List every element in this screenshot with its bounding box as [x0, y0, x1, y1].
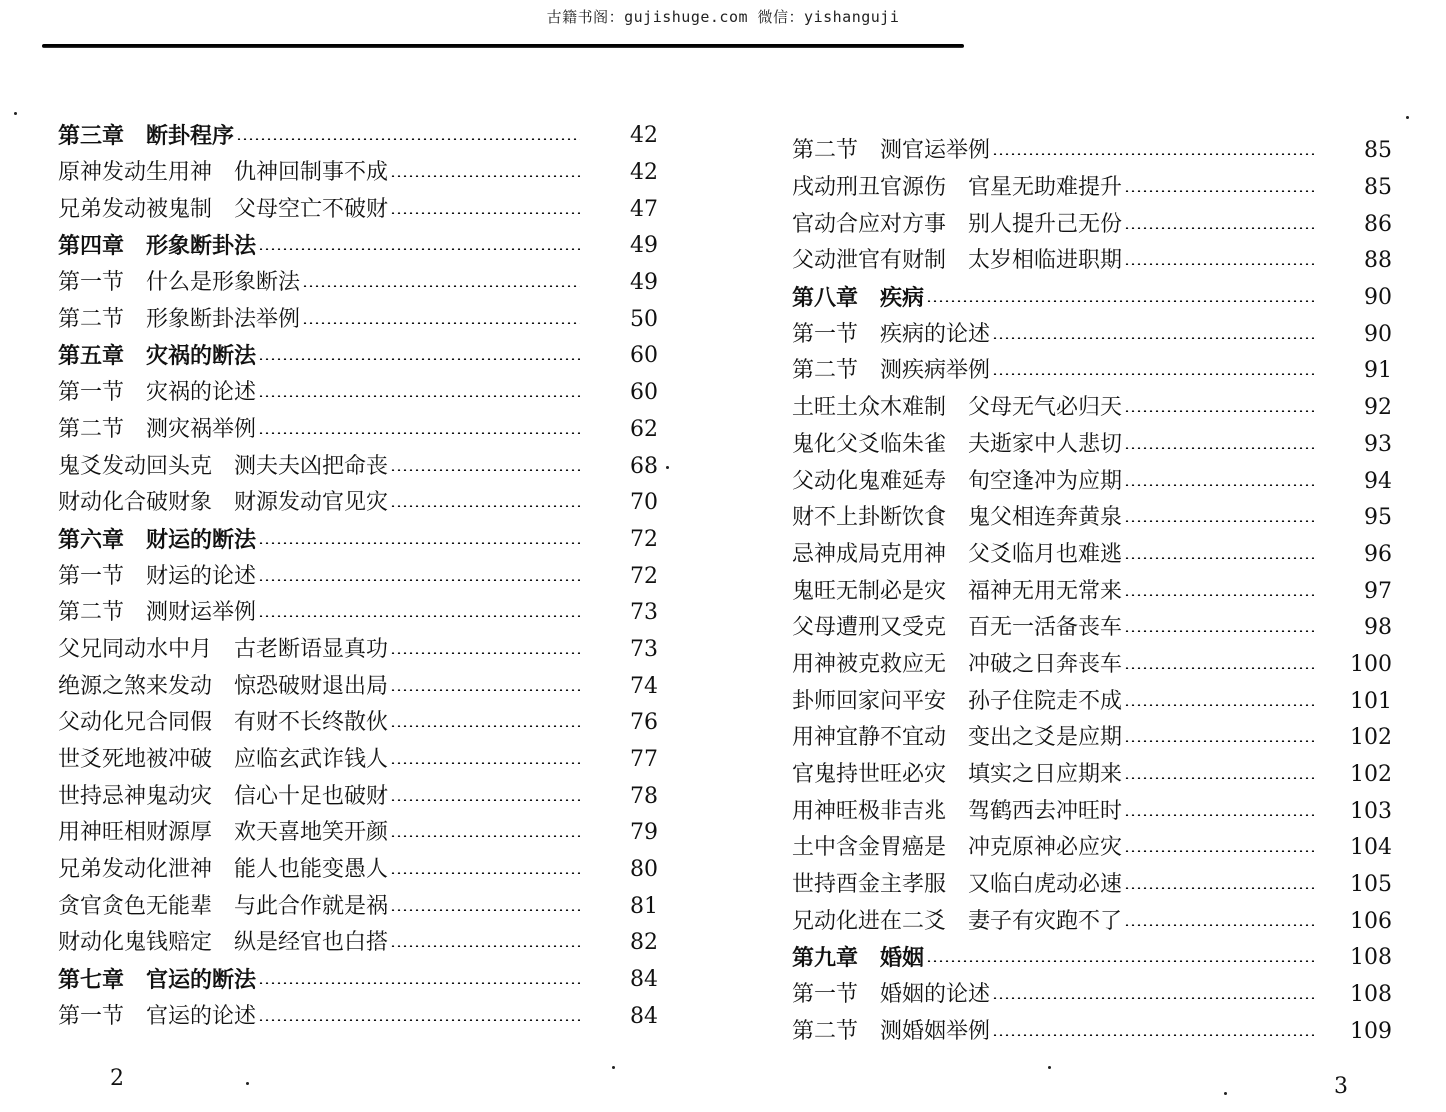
toc-item-entry — [58, 191, 658, 228]
toc-item-entry — [792, 793, 1392, 830]
dot-leader — [1124, 704, 1314, 706]
dot-leader — [1124, 630, 1314, 632]
toc-entry-page-number: 62 — [630, 416, 658, 442]
toc-section-entry — [58, 412, 658, 449]
toc-entry-title: 第六章 财运的断法 — [58, 526, 257, 553]
toc-entry-page-number: 70 — [630, 490, 658, 516]
top-rule-divider — [42, 44, 964, 48]
toc-entry-title: 第五章 灾祸的断法 — [58, 343, 257, 370]
toc-entry-page-number: 80 — [630, 857, 658, 883]
toc-entry-page-number: 85 — [1364, 175, 1392, 201]
toc-item-entry — [792, 537, 1392, 574]
toc-entry-page-number: 103 — [1350, 798, 1392, 824]
toc-entry-page-number: 106 — [1350, 908, 1392, 934]
dot-leader — [390, 799, 580, 801]
scan-speck — [1406, 116, 1409, 119]
toc-entry-page-number: 72 — [630, 563, 658, 589]
toc-entry-page-number: 91 — [1364, 358, 1392, 384]
dot-leader — [390, 212, 580, 214]
dot-leader — [926, 300, 1314, 302]
dot-leader — [258, 358, 580, 360]
dot-leader — [1124, 190, 1314, 192]
toc-entry-page-number: 81 — [630, 893, 658, 919]
toc-section-entry — [58, 595, 658, 632]
toc-entry-title: 用神宜静不宜动 变出之爻是应期 — [792, 725, 1123, 751]
toc-entry-page-number: 49 — [630, 270, 658, 296]
toc-entry-page-number: 108 — [1350, 945, 1392, 971]
toc-entry-title: 用神旺极非吉兆 驾鹤西去冲旺时 — [792, 798, 1123, 824]
toc-entry-page-number: 84 — [630, 967, 658, 993]
dot-leader — [258, 579, 580, 581]
toc-entry-page-number: 47 — [630, 196, 658, 222]
toc-section-entry — [792, 133, 1392, 170]
toc-entry-title: 世持酉金主孝服 又临白虎动必速 — [792, 872, 1123, 898]
toc-item-entry — [792, 427, 1392, 464]
dot-leader — [390, 725, 580, 727]
toc-item-entry — [58, 705, 658, 742]
toc-entry-page-number: 105 — [1350, 872, 1392, 898]
toc-entry-page-number: 76 — [630, 710, 658, 736]
dot-leader — [992, 997, 1314, 999]
dot-leader — [258, 982, 580, 984]
toc-entry-title: 父母遭刑又受克 百无一活备丧车 — [792, 615, 1123, 641]
toc-entry-page-number: 60 — [630, 343, 658, 369]
dot-leader — [1124, 924, 1314, 926]
toc-entry-title: 第一节 灾祸的论述 — [58, 380, 257, 406]
toc-section-entry — [58, 301, 658, 338]
toc-item-entry — [792, 243, 1392, 280]
toc-entry-title: 官鬼持世旺必灾 填实之日应期来 — [792, 762, 1123, 788]
toc-entry-title: 第二节 形象断卦法举例 — [58, 306, 301, 332]
dot-leader — [390, 762, 580, 764]
dot-leader — [1124, 667, 1314, 669]
toc-entry-title: 鬼化父爻临朱雀 夫逝家中人悲切 — [792, 431, 1123, 457]
dot-leader — [390, 689, 580, 691]
dot-leader — [992, 373, 1314, 375]
toc-entry-page-number: 88 — [1364, 248, 1392, 274]
toc-entry-title: 父动泄官有财制 太岁相临进职期 — [792, 248, 1123, 274]
toc-entry-title: 财不上卦断饮食 鬼父相连奔黄泉 — [792, 505, 1123, 531]
dot-leader — [258, 615, 580, 617]
dot-leader — [258, 395, 580, 397]
toc-entry-title: 官动合应对方事 别人提升己无份 — [792, 211, 1123, 237]
scan-speck — [14, 112, 17, 115]
toc-item-entry — [792, 170, 1392, 207]
toc-item-entry — [792, 867, 1392, 904]
dot-leader — [258, 248, 580, 250]
toc-entry-page-number: 108 — [1350, 982, 1392, 1008]
toc-section-entry — [792, 1014, 1392, 1051]
dot-leader — [992, 337, 1314, 339]
toc-entry-title: 第二节 测疾病举例 — [792, 358, 991, 384]
dot-leader — [1124, 263, 1314, 265]
scan-speck — [666, 466, 669, 469]
toc-entry-page-number: 98 — [1364, 615, 1392, 641]
toc-entry-page-number: 102 — [1350, 725, 1392, 751]
toc-entry-title: 第七章 官运的断法 — [58, 967, 257, 994]
toc-item-entry — [792, 573, 1392, 610]
toc-chapter-entry — [58, 228, 658, 265]
toc-chapter-entry — [58, 338, 658, 375]
toc-entry-page-number: 97 — [1364, 578, 1392, 604]
toc-entry-page-number: 93 — [1364, 431, 1392, 457]
dot-leader — [1124, 777, 1314, 779]
toc-entry-title: 贪官贪色无能辈 与此合作就是祸 — [58, 893, 389, 919]
toc-entry-title: 忌神成局克用神 父爻临月也难逃 — [792, 541, 1123, 567]
toc-entry-page-number: 42 — [630, 160, 658, 186]
toc-entry-title: 第二节 测财运举例 — [58, 600, 257, 626]
toc-entry-page-number: 73 — [630, 600, 658, 626]
page-number-left: 2 — [110, 1066, 124, 1091]
dot-leader — [1124, 887, 1314, 889]
toc-entry-page-number: 78 — [630, 783, 658, 809]
dot-leader — [1124, 410, 1314, 412]
toc-item-entry — [792, 903, 1392, 940]
toc-entry-title: 戌动刑丑官源伤 官星无助难提升 — [792, 175, 1123, 201]
dot-leader — [1124, 484, 1314, 486]
toc-item-entry — [792, 206, 1392, 243]
scan-speck — [246, 1082, 249, 1085]
dot-leader — [1124, 850, 1314, 852]
toc-item-entry — [58, 485, 658, 522]
dot-leader — [1124, 740, 1314, 742]
toc-entry-page-number: 72 — [630, 526, 658, 552]
toc-entry-title: 第九章 婚姻 — [792, 945, 925, 972]
dot-leader — [302, 322, 580, 324]
toc-item-entry — [792, 390, 1392, 427]
toc-entry-title: 财动化鬼钱赔定 纵是经官也白搭 — [58, 930, 389, 956]
toc-entry-page-number: 100 — [1350, 651, 1392, 677]
scan-speck — [1224, 1092, 1227, 1095]
toc-entry-page-number: 92 — [1364, 395, 1392, 421]
toc-chapter-entry — [58, 962, 658, 999]
toc-entry-page-number: 73 — [630, 636, 658, 662]
toc-entry-title: 第二节 测官运举例 — [792, 138, 991, 164]
toc-item-entry — [58, 155, 658, 192]
scan-speck — [1048, 1066, 1051, 1069]
toc-entry-page-number: 42 — [630, 123, 658, 149]
toc-entry-title: 第一节 官运的论述 — [58, 1003, 257, 1029]
dot-leader — [390, 835, 580, 837]
toc-entry-title: 世爻死地被冲破 应临玄武诈钱人 — [58, 747, 389, 773]
toc-item-entry — [58, 448, 658, 485]
toc-left-page — [58, 118, 658, 1035]
toc-entry-title: 第四章 形象断卦法 — [58, 233, 257, 260]
toc-entry-page-number: 104 — [1350, 835, 1392, 861]
toc-entry-title: 兄弟发动化泄神 能人也能变愚人 — [58, 857, 389, 883]
toc-item-entry — [792, 830, 1392, 867]
toc-chapter-entry — [792, 280, 1392, 317]
toc-entry-page-number: 90 — [1364, 321, 1392, 347]
dot-leader — [390, 872, 580, 874]
toc-entry-page-number: 96 — [1364, 541, 1392, 567]
toc-entry-page-number: 74 — [630, 673, 658, 699]
toc-item-entry — [792, 683, 1392, 720]
toc-entry-page-number: 84 — [630, 1003, 658, 1029]
toc-item-entry — [58, 815, 658, 852]
toc-section-entry — [58, 558, 658, 595]
toc-entry-title: 父兄同动水中月 古老断语显真功 — [58, 636, 389, 662]
toc-entry-page-number: 101 — [1350, 688, 1392, 714]
toc-entry-page-number: 79 — [630, 820, 658, 846]
toc-entry-title: 第一节 婚姻的论述 — [792, 982, 991, 1008]
toc-entry-page-number: 90 — [1364, 285, 1392, 311]
toc-item-entry — [58, 742, 658, 779]
toc-entry-title: 用神旺相财源厚 欢天喜地笑开颜 — [58, 820, 389, 846]
toc-item-entry — [58, 888, 658, 925]
toc-entry-page-number: 109 — [1350, 1018, 1392, 1044]
toc-entry-title: 第一节 疾病的论述 — [792, 321, 991, 347]
toc-entry-page-number: 68 — [630, 453, 658, 479]
toc-entry-title: 兄弟发动被鬼制 父母空亡不破财 — [58, 196, 389, 222]
toc-item-entry — [792, 463, 1392, 500]
scan-speck — [612, 1066, 615, 1069]
toc-chapter-entry — [58, 118, 658, 155]
toc-right-page — [792, 133, 1392, 1050]
toc-entry-page-number: 102 — [1350, 762, 1392, 788]
toc-entry-title: 土中含金胃癌是 冲克原神必应灾 — [792, 835, 1123, 861]
toc-chapter-entry — [792, 940, 1392, 977]
toc-entry-title: 财动化合破财象 财源发动官见灾 — [58, 490, 389, 516]
toc-entry-title: 父动化兄合同假 有财不长终散伙 — [58, 710, 389, 736]
dot-leader — [390, 505, 580, 507]
dot-leader — [390, 175, 580, 177]
toc-entry-page-number: 94 — [1364, 468, 1392, 494]
toc-entry-title: 第一节 财运的论述 — [58, 563, 257, 589]
toc-item-entry — [792, 647, 1392, 684]
dot-leader — [1124, 594, 1314, 596]
dot-leader — [992, 1034, 1314, 1036]
dot-leader — [1124, 447, 1314, 449]
toc-entry-title: 第三章 断卦程序 — [58, 123, 235, 150]
toc-chapter-entry — [58, 522, 658, 559]
toc-entry-page-number: 60 — [630, 380, 658, 406]
dot-leader — [390, 469, 580, 471]
page-number-right: 3 — [1334, 1074, 1348, 1099]
dot-leader — [992, 153, 1314, 155]
toc-item-entry — [792, 720, 1392, 757]
toc-entry-page-number: 50 — [630, 306, 658, 332]
toc-entry-title: 鬼旺无制必是灾 福神无用无常来 — [792, 578, 1123, 604]
toc-entry-page-number: 49 — [630, 233, 658, 259]
dot-leader — [236, 138, 580, 140]
dot-leader — [1124, 557, 1314, 559]
toc-entry-page-number: 77 — [630, 747, 658, 773]
toc-entry-title: 第一节 什么是形象断法 — [58, 270, 301, 296]
toc-item-entry — [58, 668, 658, 705]
toc-entry-title: 第二节 测灾祸举例 — [58, 416, 257, 442]
toc-entry-title: 土旺土众木难制 父母无气必归天 — [792, 395, 1123, 421]
toc-item-entry — [58, 632, 658, 669]
dot-leader — [1124, 520, 1314, 522]
dot-leader — [258, 1019, 580, 1021]
toc-item-entry — [792, 610, 1392, 647]
toc-entry-title: 父动化鬼难延寿 旬空逢冲为应期 — [792, 468, 1123, 494]
toc-item-entry — [792, 757, 1392, 794]
toc-item-entry — [58, 852, 658, 889]
toc-entry-title: 绝源之煞来发动 惊恐破财退出局 — [58, 673, 389, 699]
toc-section-entry — [58, 999, 658, 1036]
dot-leader — [390, 945, 580, 947]
toc-entry-title: 第二节 测婚姻举例 — [792, 1018, 991, 1044]
watermark-header: 古籍书阁：gujishuge.com 微信：yishanguji — [546, 8, 900, 26]
toc-section-entry — [58, 265, 658, 302]
toc-entry-page-number: 95 — [1364, 505, 1392, 531]
toc-entry-title: 用神被克救应无 冲破之日奔丧车 — [792, 651, 1123, 677]
toc-entry-title: 鬼爻发动回头克 测夫夫凶把命丧 — [58, 453, 389, 479]
toc-entry-title: 兄动化进在二爻 妻子有灾跑不了 — [792, 908, 1123, 934]
dot-leader — [926, 960, 1314, 962]
dot-leader — [1124, 227, 1314, 229]
dot-leader — [302, 285, 580, 287]
toc-section-entry — [792, 316, 1392, 353]
toc-item-entry — [58, 925, 658, 962]
toc-entry-page-number: 82 — [630, 930, 658, 956]
toc-entry-page-number: 85 — [1364, 138, 1392, 164]
dot-leader — [258, 432, 580, 434]
toc-section-entry — [792, 977, 1392, 1014]
dot-leader — [390, 652, 580, 654]
toc-entry-title: 世持忌神鬼动灾 信心十足也破财 — [58, 783, 389, 809]
toc-entry-title: 原神发动生用神 仇神回制事不成 — [58, 160, 389, 186]
dot-leader — [1124, 814, 1314, 816]
toc-section-entry — [792, 353, 1392, 390]
toc-item-entry — [792, 500, 1392, 537]
toc-entry-title: 卦师回家问平安 孙子住院走不成 — [792, 688, 1123, 714]
dot-leader — [258, 542, 580, 544]
toc-item-entry — [58, 778, 658, 815]
dot-leader — [390, 909, 580, 911]
toc-entry-page-number: 86 — [1364, 211, 1392, 237]
toc-section-entry — [58, 375, 658, 412]
toc-entry-title: 第八章 疾病 — [792, 285, 925, 312]
